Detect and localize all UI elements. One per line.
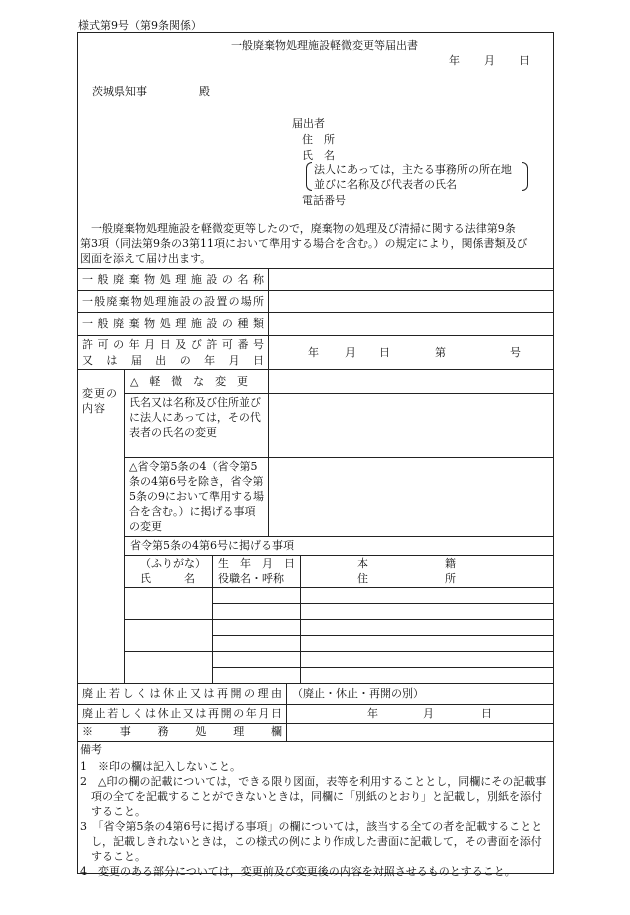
facility-name-label: 一般廃棄物処理施設の名称 [82,273,264,286]
change-content-label: 変更の内容 [82,387,118,415]
permit-no: 第 [435,346,446,359]
facility-type-label: 一般廃棄物処理施設の種類 [82,317,264,330]
body-line-3: 図面を添えて届け出ます。 [80,252,212,265]
abolish-year: 年 [367,707,378,720]
permit-day: 日 [379,346,390,359]
date-label: 廃止若しくは休止又は再開の年月日 [82,707,282,720]
note-item: 3 「省令第5条の4第6号に掲げる事項」の欄については，該当する全ての者を記載することとし，記載しきれないときは，この様式の例により作成した書面に記載して，その書面を添付すること。 [80,820,543,863]
ordinance-change-label: △省令第5条の4（省令第5条の4第6号を除き，省令第5条の9において準用する場合を含む。）に掲げる事項の変更 [129,460,264,533]
grid-line [124,651,554,652]
note-item: 2 △印の欄の記載については，できる限り図面，表等を利用することとし，同欄にその記載事項の全てを記載することができないときは，同欄に「別紙のとおり」と記載し，別紙を添付すること。 [80,775,547,818]
grid-line [124,536,554,537]
notifier-name: 氏 名 [302,149,335,162]
item-6-label: 省令第5条の4第6号に掲げる事項 [130,539,294,552]
grid-line [124,369,125,683]
form-number: 様式第9号（第9条関係） [78,19,202,32]
notifier-note-2: 並びに名称及び代表者の氏名 [314,178,457,191]
permit-year: 年 [308,346,319,359]
reason-value: （廃止・休止・再開の別） [292,687,424,700]
notifier-phone: 電話番号 [302,194,346,207]
note-item: 4 変更のある部分については，変更前及び変更後の内容を対照させるものとすること。 [80,865,516,878]
name-change-label: 氏名又は名称及び住所並びに法人にあっては，その代表者の氏名の変更 [129,396,261,439]
grid-line [77,312,554,313]
facility-location-label: 一般廃棄物処理施設の設置の場所 [82,295,264,308]
notifier-note-1: 法人にあっては，主たる事務所の所在地 [314,163,512,176]
grid-line [286,683,287,741]
permit-month: 月 [345,346,356,359]
addressee-name: 茨城県知事 [92,85,147,98]
note-item: 1 ※印の欄は記入しないこと。 [80,760,241,773]
notifier-label: 届出者 [292,117,325,130]
honseki-header: 本 籍 [357,557,456,570]
address-column-header: 住 所 [357,572,456,585]
grid-line [77,268,554,269]
grid-line [268,369,269,536]
grid-line [124,457,554,458]
grid-line [77,335,554,336]
grid-line [124,587,554,588]
furigana-header: （ふりがな） [140,557,206,570]
grid-line [300,555,301,683]
grid-line [268,268,269,369]
grid-line [124,555,554,556]
name-column-header: 氏 名 [140,572,195,585]
grid-line [77,704,554,705]
abolish-month: 月 [423,707,434,720]
note-bracket-left [306,162,312,191]
grid-line [77,723,554,724]
reason-label: 廃止若しくは休止又は再開の理由 [82,687,282,700]
permit-label-1: 許可の年月日及び許可番号 [82,338,264,351]
date-year: 年 [449,54,460,67]
notifier-address: 住 所 [302,133,335,146]
grid-line [212,603,554,604]
grid-line [77,683,554,684]
form-title: 一般廃棄物処理施設軽微変更等届出書 [231,39,418,52]
grid-line [77,369,554,370]
office-use-label: ※ 事 務 処 理 欄 [82,725,282,738]
permit-number-suffix: 号 [510,346,521,359]
body-line-1: 一般廃棄物処理施設を軽微変更等したので，廃棄物の処理及び清掃に関する法律第9条 [80,222,516,235]
body-line-2: 第3項（同法第9条の3第11項において準用する場合を含む。）の規定により，関係書類及び [80,237,528,250]
grid-line [124,619,554,620]
addressee-honorific: 殿 [199,85,210,98]
birth-date-header: 生 年 月 日 [218,557,295,570]
grid-line [212,555,213,683]
grid-line [124,393,554,394]
grid-line [212,635,554,636]
grid-line [77,741,554,742]
grid-line [212,667,554,668]
note-bracket-right [522,162,528,191]
title-column-header: 役職名・呼称 [218,572,284,585]
grid-line [77,290,554,291]
date-month: 月 [484,54,495,67]
minor-change-label: △軽微な変更 [130,375,248,388]
notes-title: 備考 [80,743,102,756]
permit-label-2: 又は届出の年月日 [82,354,264,367]
date-day: 日 [519,54,530,67]
abolish-day: 日 [481,707,492,720]
